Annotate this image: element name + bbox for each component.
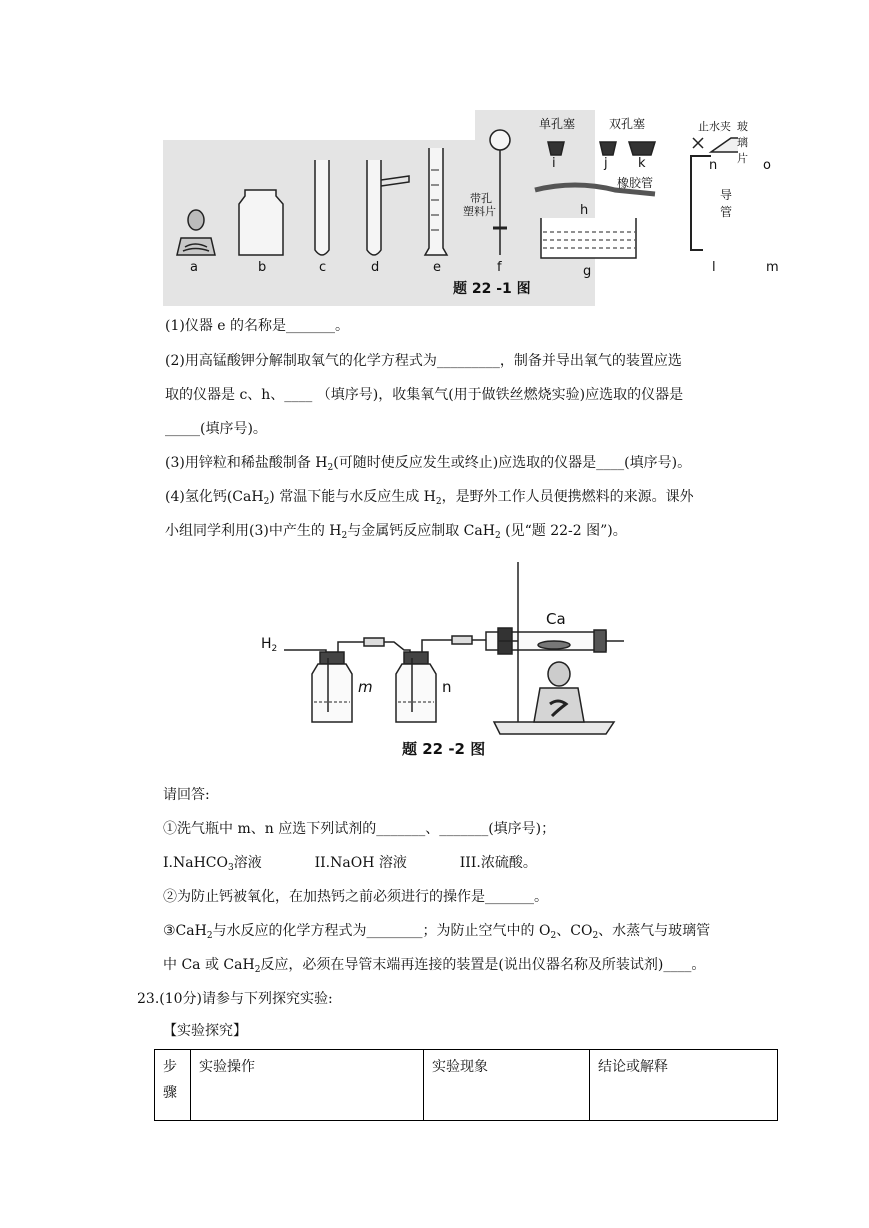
letter-l: l bbox=[712, 260, 716, 275]
bottle-m-label: m bbox=[358, 678, 373, 696]
q22-part2-line1: (2)用高锰酸钾分解制取氧气的化学方程式为_________，制备并导出氧气的装置应选 bbox=[165, 353, 682, 369]
experiment-table bbox=[154, 1049, 778, 1121]
header-phenomenon: 实验现象 bbox=[424, 1050, 590, 1121]
letter-n: n bbox=[709, 158, 718, 173]
letter-i: i bbox=[552, 156, 556, 171]
table-header-row bbox=[155, 1050, 778, 1121]
q22-part2-line2: 取的仪器是 c、h、____ （填序号)，收集氧气(用于做铁丝燃烧实验)应选取的仪器是 bbox=[165, 387, 684, 403]
rubber-joint-1-icon bbox=[364, 638, 384, 646]
q23-section-title: 【实验探究】 bbox=[163, 1023, 247, 1039]
letter-c: c bbox=[319, 260, 327, 275]
letter-g: g bbox=[583, 264, 592, 279]
water-trough-g-icon bbox=[541, 218, 636, 258]
ca-label: Ca bbox=[546, 610, 566, 628]
figure-22-1 bbox=[163, 110, 779, 306]
glass-sheet-label: 玻璃片 bbox=[737, 120, 748, 165]
letter-e: e bbox=[433, 260, 441, 275]
q22-part1: (1)仪器 e 的名称是_______。 bbox=[165, 318, 350, 334]
wash-bottle-m-icon bbox=[312, 652, 352, 722]
answer-q1: ①洗气瓶中 m、n 应选下列试剂的_______、_______(填序号)； bbox=[163, 821, 556, 837]
letter-d: d bbox=[371, 260, 380, 275]
letter-f: f bbox=[497, 260, 502, 275]
figure-22-2-caption: 题 22 -2 图 bbox=[402, 740, 486, 758]
bottle-n-label: n bbox=[442, 678, 452, 696]
letter-b: b bbox=[258, 260, 267, 275]
graduated-cylinder-e-icon bbox=[425, 148, 447, 255]
rubber-tube-label: 橡胶管 bbox=[617, 176, 654, 190]
answer-q2: ②为防止钙被氧化，在加热钙之前必须进行的操作是_______。 bbox=[163, 889, 548, 905]
water-stop-clip-label: 止水夹 bbox=[698, 120, 731, 133]
perforated-sheet-label-1: 带孔 bbox=[470, 192, 492, 205]
letter-m: m bbox=[766, 260, 779, 275]
letter-o: o bbox=[763, 158, 771, 173]
rubber-joint-2-icon bbox=[452, 636, 472, 644]
wash-bottle-n-icon bbox=[396, 652, 436, 722]
figure-22-1-caption: 题 22 -1 图 bbox=[453, 281, 531, 297]
q22-part3: (3)用锌粒和稀盐酸制备 $H_2$(可随时使反应发生或终止)应选取的仪器是____(填序号)。 bbox=[165, 455, 692, 473]
letter-j: j bbox=[604, 156, 608, 171]
guide-tube-label: 导管 bbox=[720, 188, 733, 219]
letter-h: h bbox=[580, 203, 589, 218]
letter-a: a bbox=[190, 260, 198, 275]
q22-part4-line2: 小组同学利用(3)中产生的 $H_2$与金属钙反应制取 CaH$_2$ (见“题 22-2 图”)。 bbox=[165, 523, 627, 541]
test-tube-c-icon bbox=[315, 160, 329, 255]
figure-22-2 bbox=[254, 562, 624, 762]
letter-k: k bbox=[638, 156, 646, 171]
double-hole-stopper-label: 双孔塞 bbox=[609, 117, 646, 131]
clip-and-glass-icon bbox=[693, 138, 738, 152]
perforated-sheet-label-2: 塑料片 bbox=[463, 205, 496, 218]
figure-22-1-drawing bbox=[163, 110, 738, 306]
h2-inlet-label: $H_2$ bbox=[261, 636, 278, 654]
alcohol-lamp-icon bbox=[534, 662, 584, 722]
q22-part4-line1: (4)氢化钙(CaH$_2$) 常温下能与水反应生成 $H_2$，是野外工作人员便携燃料的来源。课外 bbox=[165, 489, 694, 507]
single-hole-stopper-label: 单孔塞 bbox=[539, 117, 576, 131]
answer-q3-line1: ③CaH$_2$与水反应的化学方程式为________；为防止空气中的 $O_2$、$CO_2$、水蒸气与玻璃管 bbox=[163, 923, 711, 941]
answer-options bbox=[163, 853, 537, 878]
q22-part2-line3: _____(填序号)。 bbox=[165, 421, 267, 437]
header-step: 步 骤 bbox=[155, 1050, 191, 1121]
option-1: I.NaHCO$_3$溶液 bbox=[163, 855, 262, 873]
option-3: III.浓硫酸。 bbox=[459, 855, 537, 871]
wide-mouth-bottle-b-icon bbox=[239, 190, 283, 255]
answer-q3-line2: 中 Ca 或 CaH$_2$反应，必须在导管末端再连接的装置是(说出仪器名称及所装试剂)____。 bbox=[163, 957, 706, 975]
figure-22-2-drawing bbox=[254, 562, 624, 762]
header-conclusion: 结论或解释 bbox=[590, 1050, 778, 1121]
q23-heading: 23.(10分)请参与下列探究实验: bbox=[137, 991, 333, 1007]
header-operation: 实验操作 bbox=[191, 1050, 424, 1121]
option-2: II.NaOH 溶液 bbox=[314, 855, 407, 871]
answer-prompt: 请回答: bbox=[163, 787, 210, 803]
